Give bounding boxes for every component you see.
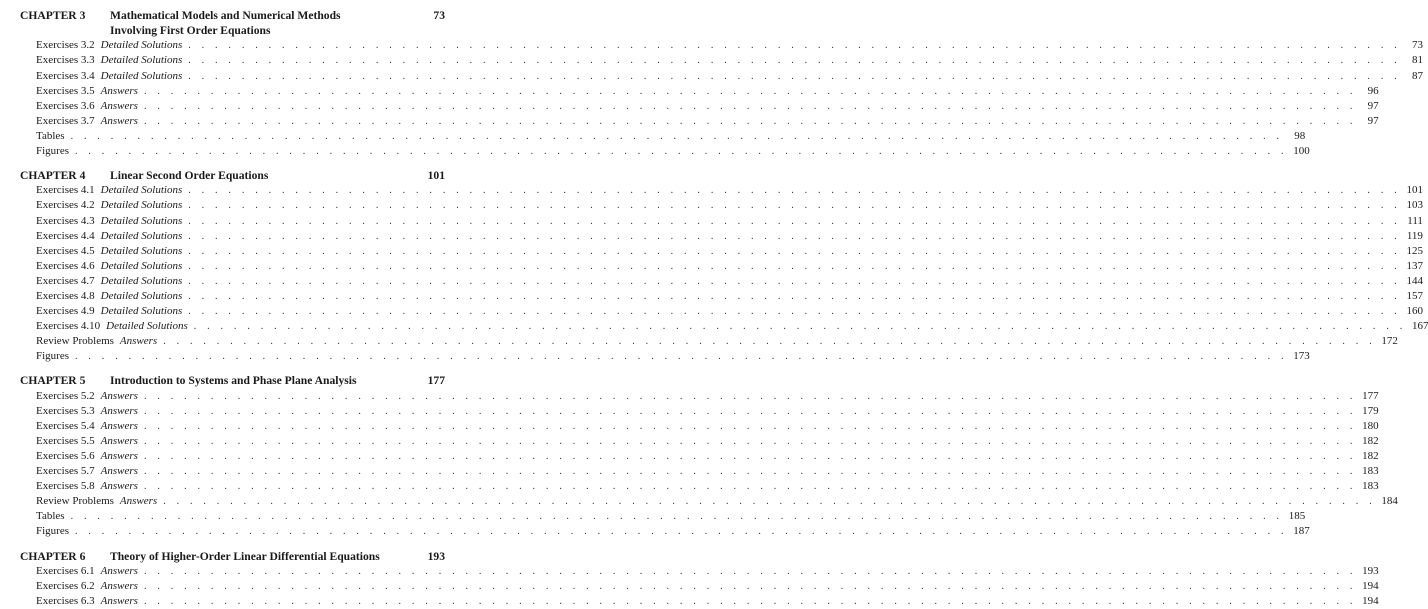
dot-leader (163, 494, 1376, 509)
entry-type: Answers (100, 99, 138, 112)
dot-leader (75, 349, 1288, 364)
chapter-section (0, 8, 1423, 159)
dot-leader (144, 389, 1357, 404)
entry-page-number: 125 (1406, 244, 1423, 257)
toc-entry[interactable] (36, 334, 1398, 349)
entry-name: Exercises 3.4 (36, 69, 95, 82)
entry-page-number: 119 (1406, 229, 1423, 242)
entry-name: Exercises 6.2 (36, 579, 95, 592)
entry-page-number: 87 (1411, 69, 1423, 82)
toc-entry[interactable] (36, 464, 1379, 479)
entry-type: Detailed Solutions (100, 214, 183, 227)
dot-leader (188, 69, 1401, 84)
dot-leader (188, 214, 1401, 229)
chapter-title: Introduction to Systems and Phase Plane Analysis (110, 374, 357, 388)
entry-name: Exercises 5.2 (36, 389, 95, 402)
toc-entry[interactable] (36, 479, 1379, 494)
toc-entry[interactable] (36, 449, 1379, 464)
entry-name: Exercises 6.1 (36, 564, 95, 577)
entry-name: Exercises 3.6 (36, 99, 95, 112)
toc-entry[interactable] (36, 564, 1379, 579)
entry-name: Exercises 4.5 (36, 244, 95, 257)
dot-leader (144, 449, 1357, 464)
dot-leader (144, 464, 1357, 479)
dot-leader (144, 419, 1357, 434)
toc-entry[interactable] (36, 509, 1306, 524)
entry-page-number: 81 (1411, 54, 1423, 67)
chapter-title: Linear Second Order Equations (110, 169, 269, 183)
toc-entry[interactable] (36, 129, 1306, 144)
entry-type: Answers (119, 335, 158, 348)
entry-page-number: 167 (1411, 320, 1428, 333)
entry-type: Answers (100, 564, 138, 577)
entry-type: Detailed Solutions (100, 289, 183, 302)
entry-type: Detailed Solutions (100, 259, 183, 272)
dot-leader (188, 38, 1401, 53)
entry-page-number: 97 (1367, 99, 1379, 112)
dot-leader (144, 99, 1357, 114)
toc-entry[interactable] (36, 69, 1423, 84)
dot-leader (71, 509, 1284, 524)
toc-entry[interactable] (36, 144, 1310, 159)
toc-entry[interactable] (36, 319, 1428, 334)
chapter-title-continued: Involving First Order Equations (110, 24, 271, 38)
entry-name: Tables (36, 129, 65, 142)
dot-leader (188, 183, 1401, 198)
dot-leader (194, 319, 1407, 334)
entry-name: Figures (36, 350, 69, 363)
toc-entry[interactable] (36, 84, 1379, 99)
toc-entry[interactable] (36, 114, 1379, 129)
dot-leader (188, 244, 1401, 259)
entry-page-number: 185 (1288, 510, 1306, 523)
entry-name: Tables (36, 510, 65, 523)
dot-leader (144, 594, 1357, 609)
toc-entry[interactable] (36, 259, 1423, 274)
dot-leader (188, 53, 1401, 68)
toc-entry[interactable] (36, 198, 1423, 213)
entry-type: Answers (100, 465, 138, 478)
toc-entry[interactable] (36, 434, 1379, 449)
entry-page-number: 183 (1362, 480, 1379, 493)
entry-type: Detailed Solutions (100, 229, 183, 242)
entry-name: Exercises 4.6 (36, 259, 95, 272)
dot-leader (144, 479, 1357, 494)
entry-type: Detailed Solutions (100, 244, 183, 257)
entry-name: Exercises 3.2 (36, 39, 95, 52)
entry-page-number: 137 (1406, 259, 1423, 272)
entry-page-number: 193 (1362, 564, 1379, 577)
dot-leader (75, 524, 1288, 539)
entry-type: Detailed Solutions (100, 39, 183, 52)
entry-page-number: 179 (1362, 404, 1379, 417)
toc-entry[interactable] (36, 494, 1398, 509)
entry-name: Exercises 5.6 (36, 450, 95, 462)
entry-type: Detailed Solutions (100, 305, 183, 318)
entry-type: Detailed Solutions (100, 69, 183, 82)
chapter-title: Theory of Higher-Order Linear Differential Equations (110, 549, 380, 563)
dot-leader (163, 334, 1376, 349)
entry-page-number: 182 (1362, 434, 1379, 447)
entry-page-number: 103 (1406, 199, 1423, 212)
entry-type: Detailed Solutions (100, 54, 183, 67)
toc-entry[interactable] (36, 244, 1423, 259)
entry-page-number: 177 (1362, 389, 1379, 402)
entry-name: Review Problems (36, 335, 114, 348)
entry-page-number: 101 (1406, 184, 1423, 197)
entry-type: Answers (100, 84, 138, 97)
entry-page-number: 97 (1367, 114, 1379, 127)
entry-name: Exercises 3.3 (36, 54, 95, 67)
chapter-title: Mathematical Models and Numerical Methods (110, 9, 341, 22)
entry-page-number: 187 (1293, 525, 1310, 538)
entry-page-number: 183 (1362, 465, 1379, 478)
entry-page-number: 98 (1294, 129, 1306, 142)
dot-leader (144, 84, 1357, 99)
entry-page-number: 73 (1411, 39, 1423, 52)
entry-type: Answers (100, 434, 138, 447)
entry-type: Answers (100, 114, 138, 127)
dot-leader (144, 404, 1357, 419)
toc-entry[interactable] (36, 183, 1423, 198)
dot-leader (188, 304, 1401, 319)
dot-leader (188, 198, 1401, 213)
entry-name: Figures (36, 525, 69, 538)
dot-leader (188, 229, 1401, 244)
toc-entry[interactable] (36, 579, 1379, 594)
chapter-section (0, 373, 1398, 539)
toc-entry[interactable] (36, 99, 1379, 114)
entry-name: Exercises 4.1 (36, 184, 95, 197)
entry-page-number: 100 (1293, 145, 1310, 158)
toc-entry[interactable] (36, 404, 1379, 419)
chapter-section (0, 168, 1428, 364)
dot-leader (144, 114, 1357, 129)
entry-type: Detailed Solutions (100, 199, 183, 212)
entry-type: Detailed Solutions (100, 274, 183, 287)
entry-page-number: 144 (1406, 274, 1423, 287)
entry-type: Answers (119, 495, 158, 508)
dot-leader (188, 289, 1401, 304)
entry-name: Exercises 4.10 (36, 320, 101, 333)
chapter-section (0, 549, 1379, 609)
dot-leader (144, 579, 1357, 594)
toc-entry[interactable] (36, 229, 1423, 244)
chapter-heading[interactable] (20, 168, 445, 183)
toc-entry[interactable] (36, 53, 1423, 68)
toc-entry[interactable] (36, 594, 1379, 609)
dot-leader (188, 274, 1401, 289)
entry-name: Exercises 4.2 (36, 199, 95, 212)
entry-page-number: 157 (1406, 289, 1423, 302)
chapter-label: CHAPTER 6 (20, 549, 86, 563)
toc-entry[interactable] (36, 389, 1379, 404)
dot-leader (144, 434, 1357, 449)
entry-type: Detailed Solutions (106, 320, 188, 333)
entry-type: Answers (100, 389, 138, 402)
entry-page-number: 160 (1406, 305, 1423, 318)
entry-page-number: 180 (1362, 419, 1379, 432)
entry-name: Review Problems (36, 495, 114, 508)
entry-page-number: 96 (1367, 84, 1379, 97)
entry-page-number: 182 (1362, 450, 1379, 462)
entry-page-number: 111 (1407, 214, 1423, 227)
entry-type: Answers (100, 450, 138, 462)
dot-leader (188, 259, 1401, 274)
entry-name: Exercises 6.3 (36, 594, 95, 607)
entry-page-number: 172 (1381, 335, 1398, 348)
entry-name: Exercises 5.4 (36, 419, 95, 432)
chapter-label: CHAPTER 5 (20, 374, 86, 388)
chapter-heading[interactable] (20, 549, 445, 564)
entry-name: Exercises 5.5 (36, 434, 95, 447)
entry-type: Answers (100, 480, 138, 493)
entry-type: Answers (100, 419, 138, 432)
chapter-label: CHAPTER 3 (20, 9, 86, 22)
entry-name: Exercises 5.8 (36, 480, 95, 493)
dot-leader (75, 144, 1288, 159)
toc-entry[interactable] (36, 289, 1423, 304)
entry-type: Answers (100, 579, 138, 592)
toc-entry[interactable] (36, 524, 1310, 539)
entry-page-number: 194 (1362, 594, 1379, 607)
chapter-page-number: 177 (427, 374, 445, 388)
toc-entry[interactable] (36, 349, 1310, 364)
toc-entry[interactable] (36, 274, 1423, 289)
entry-type: Answers (100, 594, 138, 607)
chapter-page-number: 73 (433, 9, 445, 22)
entry-name: Exercises 5.7 (36, 465, 95, 478)
entry-name: Exercises 4.8 (36, 289, 95, 302)
chapter-heading[interactable] (20, 8, 445, 23)
entry-name: Figures (36, 145, 69, 158)
entry-name: Exercises 4.7 (36, 274, 95, 287)
chapter-page-number: 193 (427, 549, 445, 563)
chapter-heading[interactable] (20, 373, 445, 388)
toc-entry[interactable] (36, 214, 1423, 229)
dot-leader (71, 129, 1284, 144)
entry-type: Answers (100, 404, 138, 417)
entry-name: Exercises 4.4 (36, 229, 95, 242)
toc-entry[interactable] (36, 38, 1423, 53)
dot-leader (144, 564, 1357, 579)
toc-entry[interactable] (36, 419, 1379, 434)
entry-name: Exercises 5.3 (36, 404, 95, 417)
entry-page-number: 194 (1362, 579, 1379, 592)
entry-name: Exercises 4.3 (36, 214, 95, 227)
chapter-page-number: 101 (427, 169, 445, 183)
entry-name: Exercises 3.7 (36, 114, 95, 127)
toc-entry[interactable] (36, 304, 1423, 319)
chapter-label: CHAPTER 4 (20, 169, 86, 183)
entry-page-number: 184 (1381, 495, 1398, 508)
entry-page-number: 173 (1293, 350, 1310, 363)
entry-name: Exercises 3.5 (36, 84, 95, 97)
entry-type: Detailed Solutions (100, 184, 183, 197)
entry-name: Exercises 4.9 (36, 305, 95, 318)
